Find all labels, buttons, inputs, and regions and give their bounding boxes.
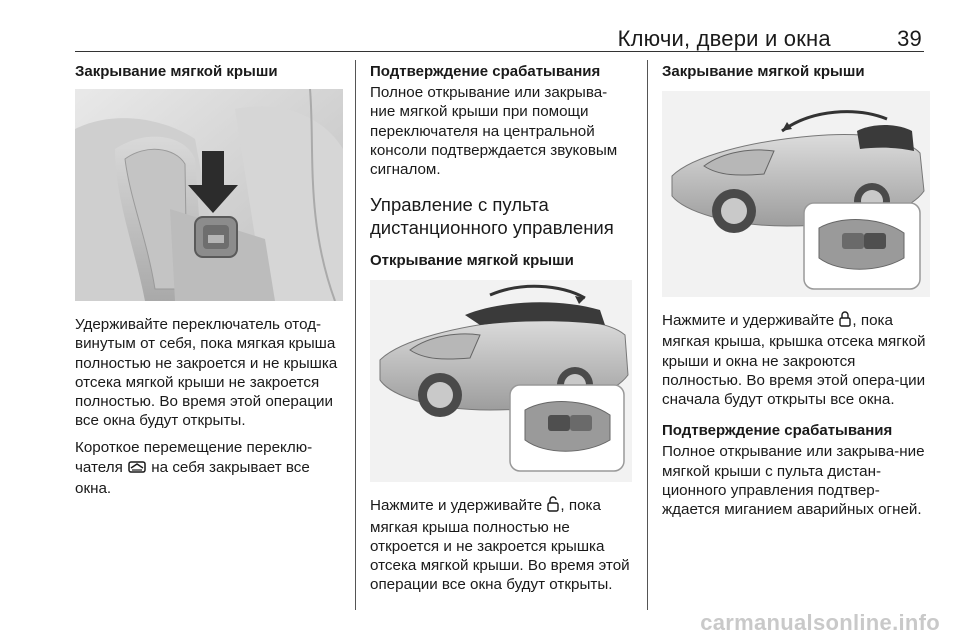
open-instruction-text: Нажмите и удерживайте , пока мягкая крыша полностью не откроется и не закроется крышка отсека мягкой крыши. Во время этой операции все окна будут открыты. [370,497,630,594]
watermark: carmanualsonline.info [700,610,940,635]
section-heading: Закрывание мягкой крыши [662,63,865,80]
short-move-text: Короткое перемещение переклю-чателя на себя закрывает все окна. [75,439,313,497]
column-divider [355,60,356,610]
column-3 [662,62,930,527]
close-instruction-text: Удерживайте переключатель отод-винутым от себя, пока мягкая крыша полностью не закроется и не крышка отсека мягкой крыши не закроется полностью. Во время этой операции все окна будут открыты. [75,316,338,430]
confirm-remote-text: Полное открывание или закрыва-ние мягкой крыши с пульта дистан-ционного управления подтвер-ждается миганием аварийных огней. [662,443,925,519]
padlock-open-icon [547,496,559,517]
close-remote-instruction-text: Нажмите и удерживайте , пока мягкая крыша, крышка отсека мягкой крыши и окна не закроются полностью. Во время этой опера-ции сначала будут открыты все окна. [662,312,926,409]
page-number: 39 [897,26,922,51]
header-bar [618,26,922,52]
car-close-roof-illustration [662,91,930,297]
column-2 [370,62,632,602]
section-title: Управление с пульта дистанционного управления [370,194,614,239]
section-heading: Подтверждение срабатывания [370,63,601,80]
roof-switch-icon [128,460,146,479]
column-1 [75,62,343,506]
header-rule [75,51,924,52]
car-open-roof-illustration [370,280,632,482]
padlock-closed-icon [839,311,851,332]
section-heading: Открывание мягкой крыши [370,252,574,270]
confirm-text: Полное открывание или закрыва-ние мягкой крыши при помощи переключателя на центральной консоли подтверждается звуковым сигналом. [370,84,618,179]
section-heading: Подтверждение срабатывания [662,422,893,440]
column-divider [647,60,648,610]
section-heading: Закрывание мягкой крыши [75,63,278,80]
chapter-title: Ключи, двери и окна [617,26,831,51]
console-switch-illustration [75,89,343,301]
